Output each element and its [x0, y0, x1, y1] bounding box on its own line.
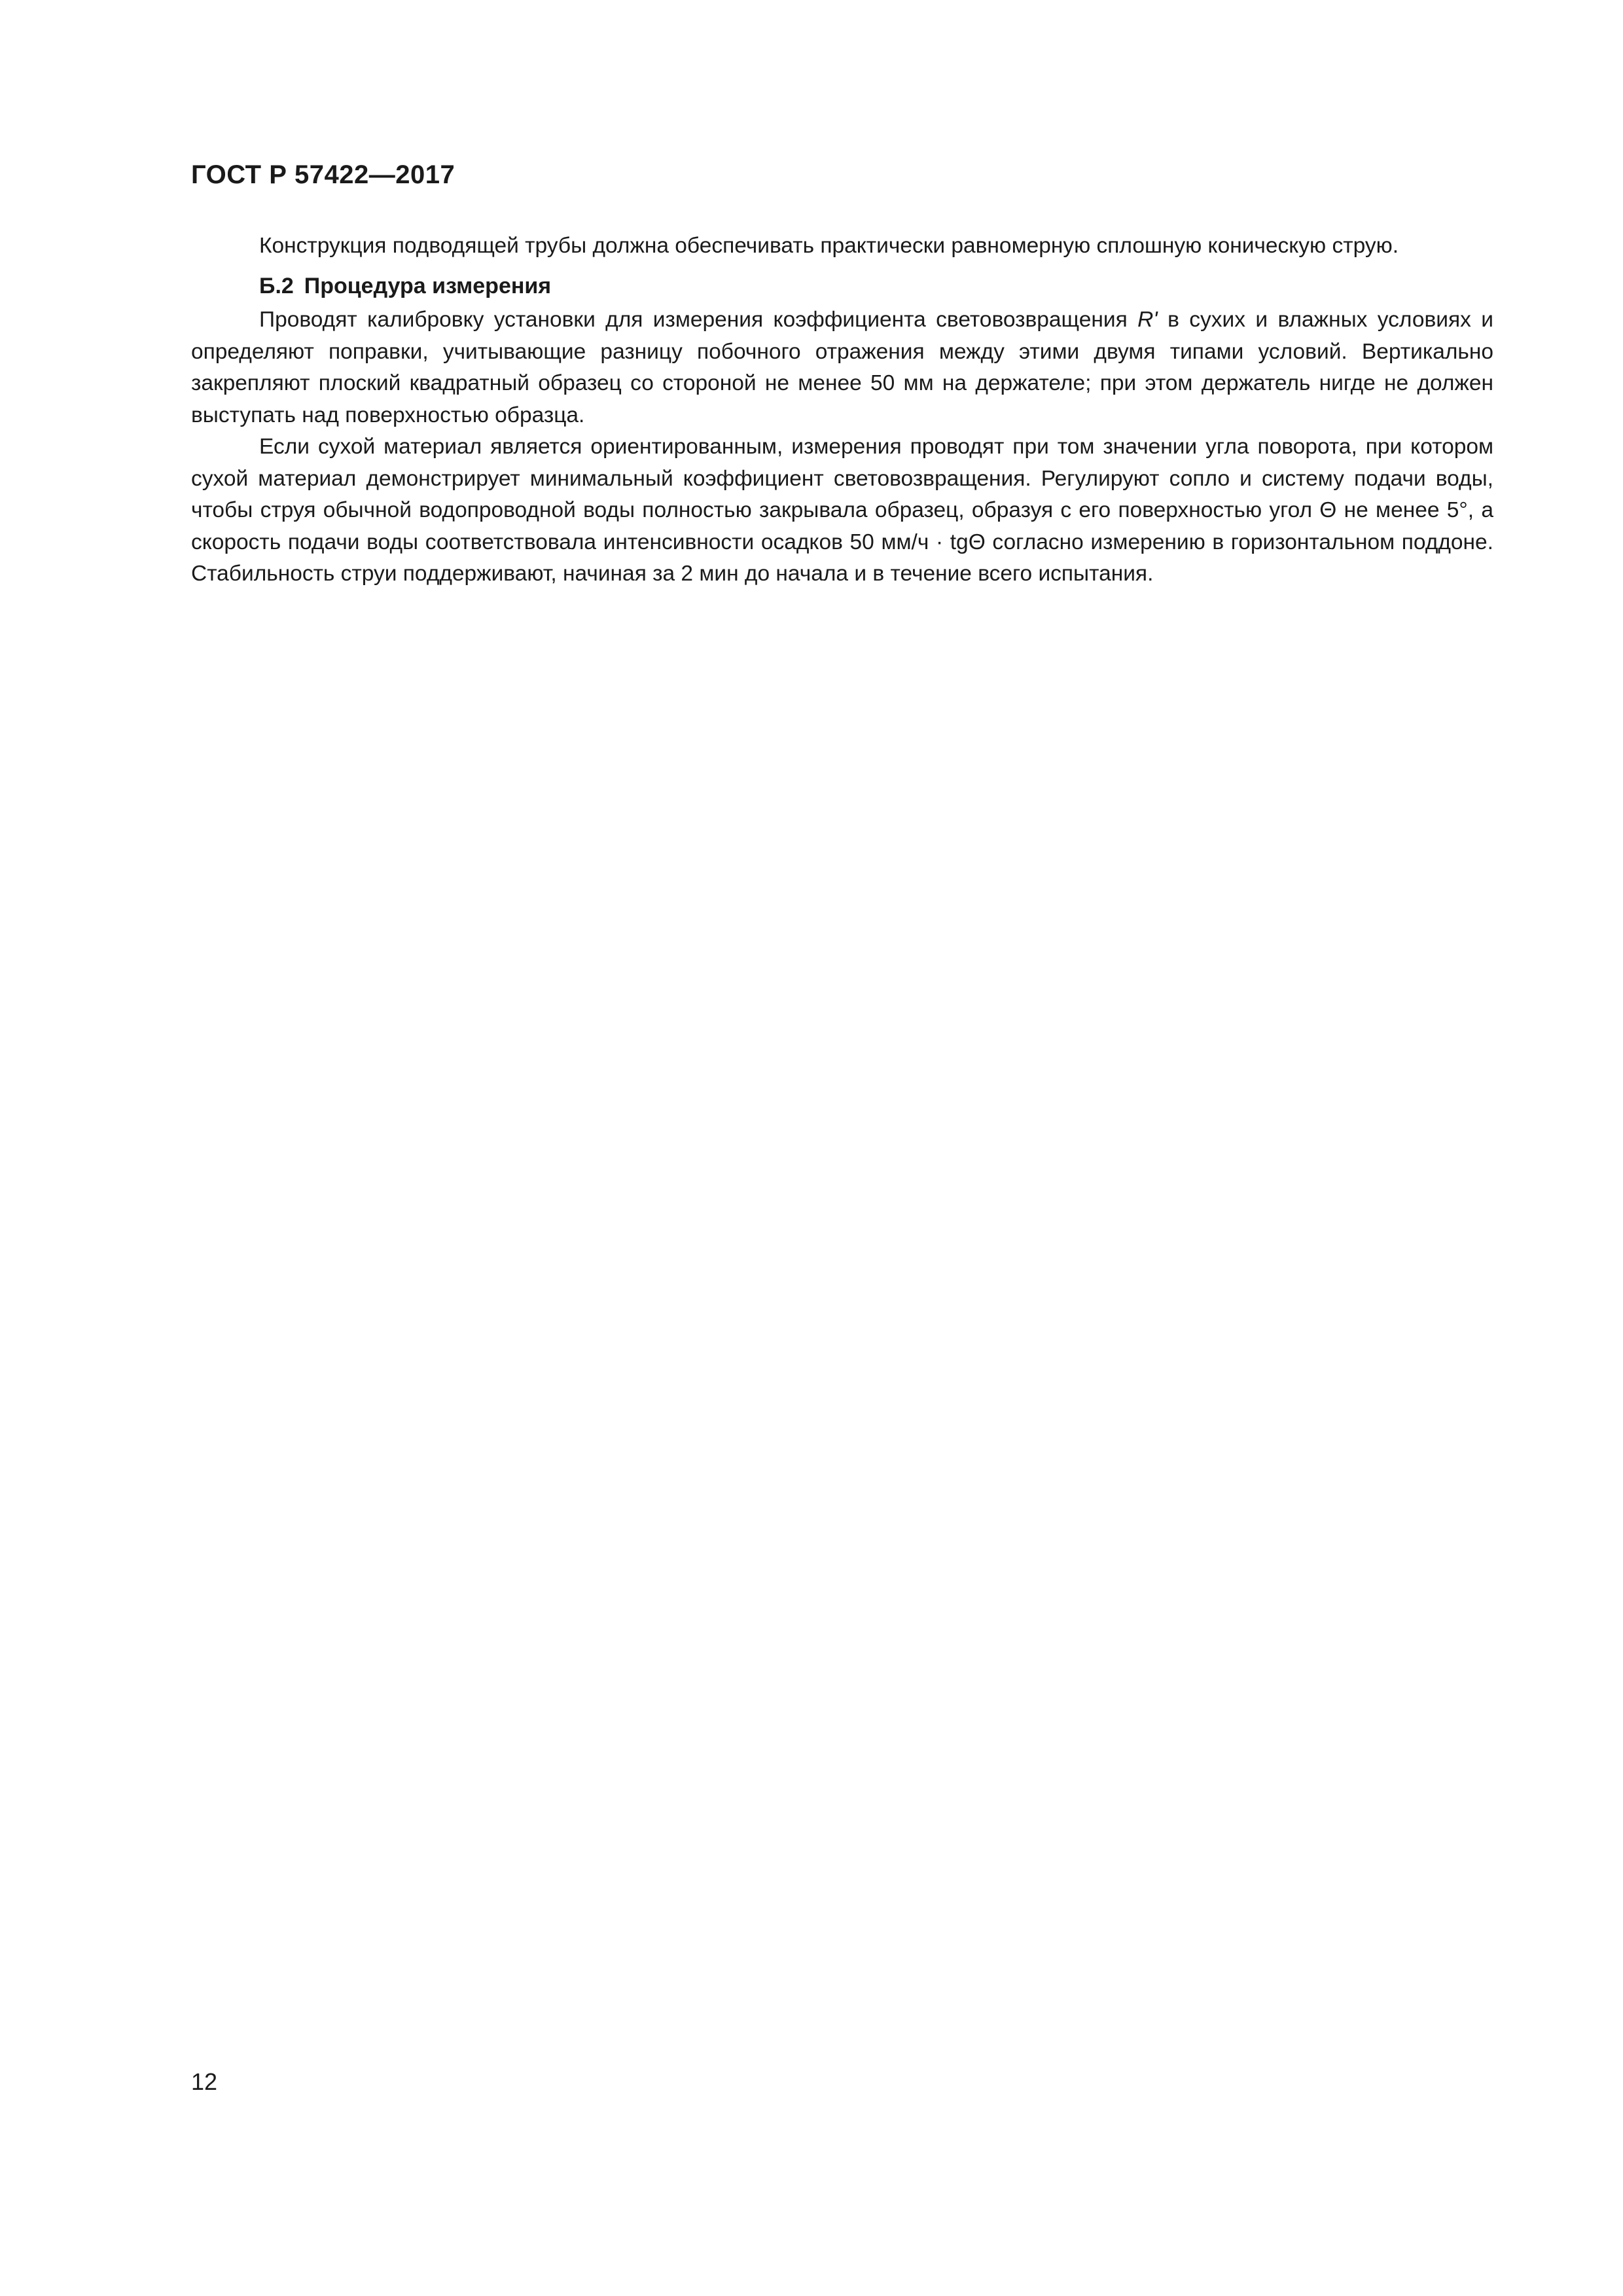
section-number: Б.2	[259, 273, 294, 298]
section-title: Процедура измерения	[304, 273, 552, 298]
document-body	[191, 230, 1493, 590]
paragraph-calibration	[191, 304, 1493, 431]
section-heading	[191, 270, 1493, 302]
paragraph-calibration-text-end: в сухих и влажных условиях и определяют поправки, учитывающие разницу побочного отражения между этими двумя типами условий. Вертикально закрепляют плоский квадратный образец со стороной не менее 50 мм на держателе; при этом держатель нигде не должен выступать над поверхностью образца.	[191, 308, 1493, 427]
page-number: 12	[191, 2068, 218, 2095]
retroreflection-symbol: R'	[1137, 308, 1158, 332]
paragraph-calibration-text-start: Проводят калибровку установки для измерения коэффициента световозвращения	[259, 308, 1138, 332]
paragraph-pipe-construction: Конструкция подводящей трубы должна обеспечивать практически равномерную сплошную коническую струю.	[259, 234, 1399, 258]
document-header: ГОСТ Р 57422—2017	[191, 160, 455, 189]
paragraph-measurement-procedure: Если сухой материал является ориентированным, измерения проводят при том значении угла поворота, при котором сухой материал демонстрирует минимальный коэффициент световозвращения. Регулируют сопло и систему подачи воды, чтобы струя обычной водопроводной воды полностью закрывала образец, образуя с его поверхностью угол Θ не менее 5°, а скорость подачи воды соответствовала интенсивности осадков 50 мм/ч · tgΘ согласно измерению в горизонтальном поддоне. Стабильность струи поддерживают, начиная за 2 мин до начала и в течение всего испытания.	[191, 435, 1493, 586]
